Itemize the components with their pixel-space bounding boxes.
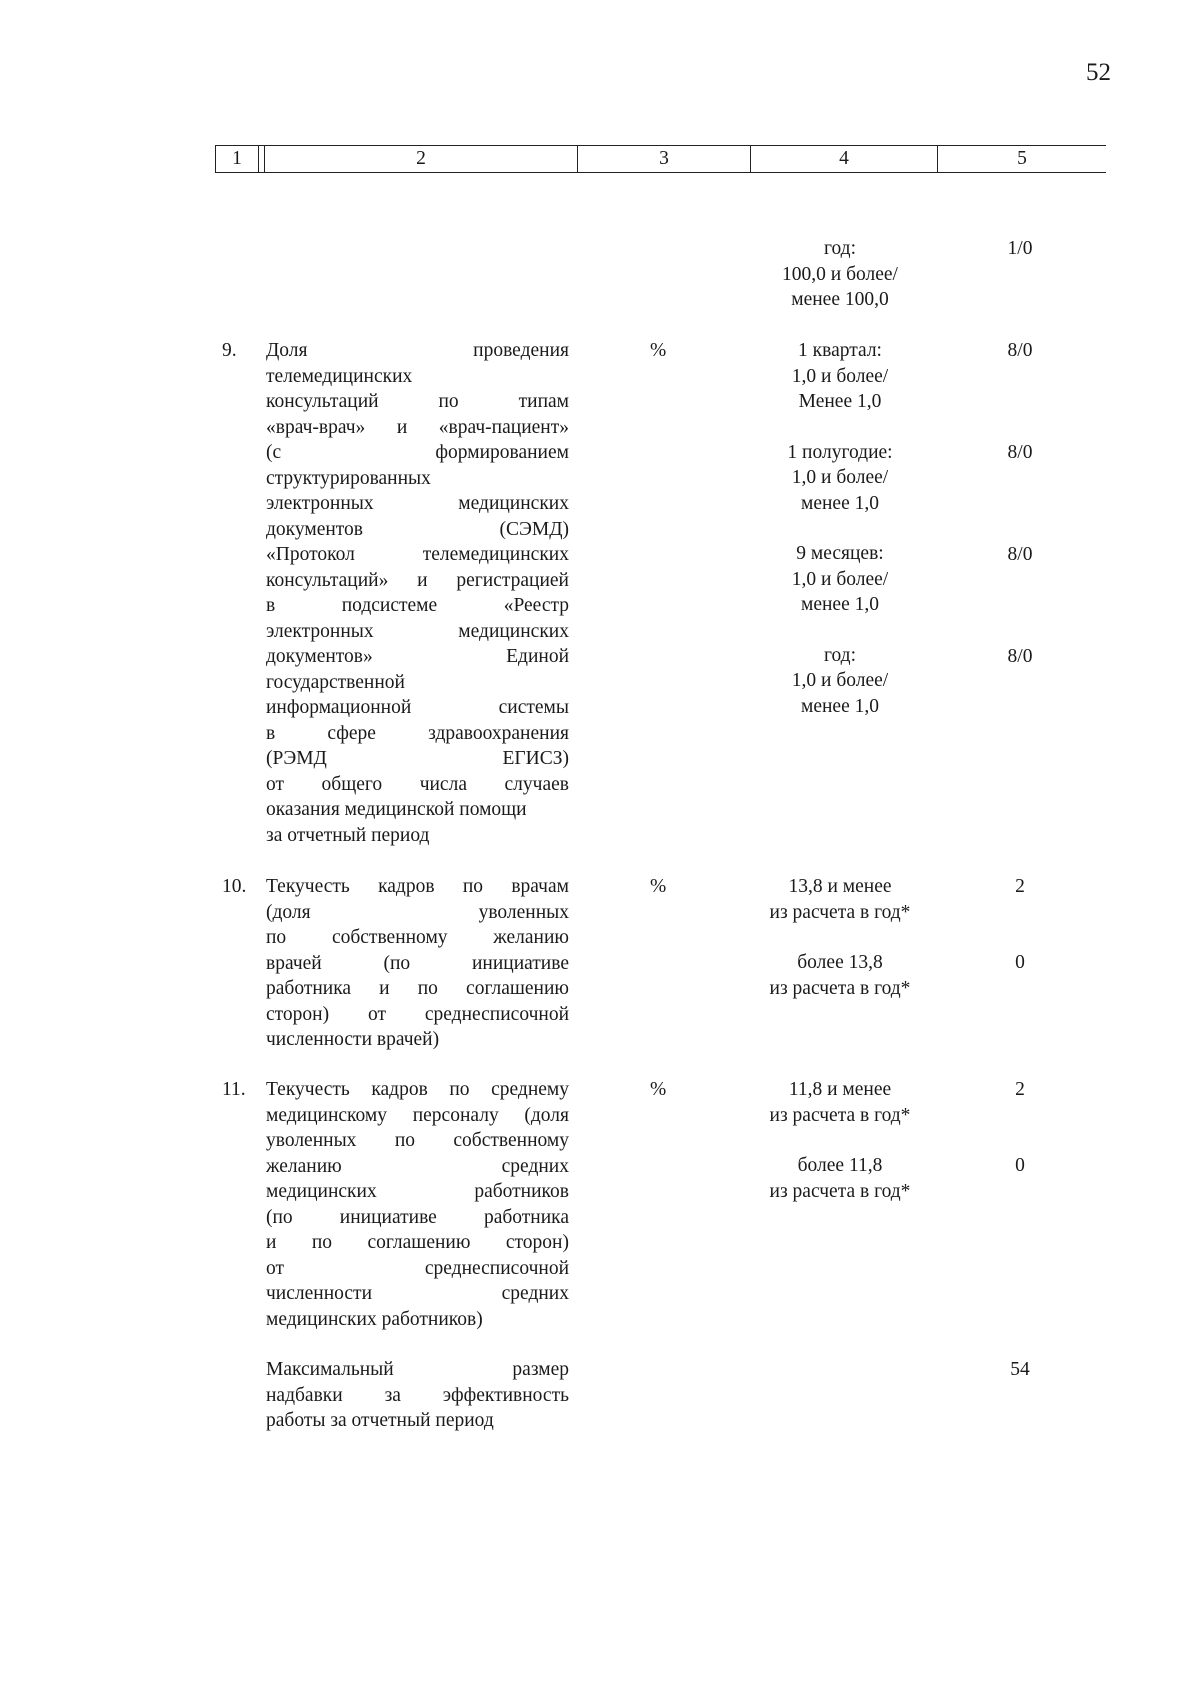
description-word: (РЭМД	[266, 748, 327, 769]
description-word: по	[266, 927, 287, 948]
criteria-line: более 13,8	[797, 952, 883, 973]
description-word: и	[396, 416, 408, 438]
description-line	[266, 491, 569, 517]
description-line	[266, 746, 569, 772]
points-value: 8/0	[1007, 646, 1033, 667]
description-word: информационной	[266, 697, 412, 718]
criteria-block	[740, 440, 940, 517]
row-number: 11.	[222, 1079, 246, 1100]
description-line	[266, 1357, 569, 1383]
unit-cell: %	[650, 1079, 667, 1100]
description-word: врачам	[511, 876, 569, 897]
criteria-line: 1 полугодие:	[787, 441, 893, 463]
description-line	[266, 1002, 569, 1028]
description-word: по	[438, 391, 459, 412]
row-number: 9.	[222, 340, 237, 361]
description-word: (доля	[266, 901, 311, 923]
description-word: и	[417, 569, 428, 591]
description-word: случаев	[504, 773, 569, 795]
description-word: медицинских	[266, 1181, 377, 1202]
criteria-line: менее 100,0	[791, 289, 889, 310]
description-word: медицинских	[458, 620, 569, 642]
description-word: медицинскому	[266, 1104, 388, 1126]
description-word: кадров	[378, 876, 435, 897]
description-line	[266, 1281, 569, 1307]
description-word: инициативе	[471, 952, 569, 974]
description-word: инициативе	[339, 1206, 437, 1228]
description-line	[266, 951, 569, 977]
description-line	[266, 1128, 569, 1154]
description-word: от	[266, 1257, 285, 1279]
description-word: документов	[266, 518, 364, 540]
description-word: регистрацией	[456, 569, 569, 591]
unit-cell: %	[650, 340, 667, 361]
description-word: сфере	[327, 722, 376, 744]
description-line	[266, 1256, 569, 1282]
description-line	[266, 542, 569, 568]
description-word: численности	[266, 1283, 373, 1304]
description-word: собственному	[453, 1130, 569, 1151]
criteria-line: год:	[823, 238, 857, 259]
column-header-4: 4	[750, 146, 937, 172]
criteria-block	[740, 541, 940, 618]
page-number: 52	[1086, 59, 1111, 86]
criteria-block	[740, 338, 940, 415]
criteria-block	[740, 1077, 940, 1128]
description-line	[266, 568, 569, 594]
description-word: числа	[419, 773, 467, 795]
description-word: работников	[474, 1181, 569, 1202]
description-line	[266, 925, 569, 951]
description-word: телемедицинских	[422, 544, 569, 565]
criteria-cell	[740, 338, 940, 719]
criteria-block	[740, 950, 940, 1001]
criteria-line: 1 квартал:	[798, 340, 882, 361]
description-word: подсистеме	[341, 595, 438, 616]
description-word: документов»	[266, 646, 373, 667]
column-header-5: 5	[937, 146, 1106, 172]
description-word: общего	[321, 773, 383, 795]
indicator-description	[266, 338, 569, 848]
description-word: уволенных	[266, 1130, 357, 1151]
description-line	[266, 593, 569, 619]
description-word: в	[266, 722, 276, 744]
criteria-line: год:	[823, 644, 857, 666]
points-value: 2	[1015, 1079, 1025, 1100]
description-word: системы	[498, 697, 569, 718]
description-word: среднему	[491, 1079, 569, 1100]
description-line	[266, 338, 569, 364]
description-word: типам	[518, 391, 569, 412]
description-word: Единой	[506, 646, 569, 667]
points-value: 8/0	[1007, 544, 1033, 565]
description-word: за	[384, 1384, 401, 1406]
description-word: «врач-врач»	[266, 416, 366, 438]
points-value: 0	[1015, 1155, 1025, 1176]
description-word: персоналу	[412, 1104, 499, 1126]
description-line	[266, 1077, 569, 1103]
description-line	[266, 1154, 569, 1180]
criteria-cell	[740, 236, 940, 313]
description-word: Максимальный	[266, 1359, 394, 1380]
criteria-line: более 11,8	[797, 1155, 883, 1176]
description-word: врачей	[266, 952, 322, 974]
description-word: формированием	[435, 442, 569, 463]
criteria-line: из расчета в год*	[769, 1104, 911, 1126]
description-line: численности врачей)	[266, 1029, 440, 1050]
description-line	[266, 695, 569, 721]
description-word: и	[379, 978, 390, 999]
description-word: электронных	[266, 493, 374, 514]
description-line	[266, 644, 569, 670]
criteria-line: из расчета в год*	[769, 977, 911, 999]
description-word: консультаций	[266, 391, 379, 412]
description-word: ЕГИСЗ)	[502, 748, 569, 769]
points-value: 1/0	[1007, 238, 1033, 259]
criteria-line: из расчета в год*	[769, 1180, 911, 1202]
criteria-cell	[740, 874, 940, 1026]
column-header-3: 3	[577, 146, 750, 172]
description-line	[266, 1230, 569, 1256]
description-word: размер	[512, 1359, 569, 1380]
points-value: 0	[1015, 952, 1025, 973]
description-line: структурированных	[266, 467, 431, 489]
description-line	[266, 415, 569, 441]
description-line	[266, 1179, 569, 1205]
description-word: «врач-пациент»	[438, 416, 569, 438]
criteria-line: менее 1,0	[801, 492, 879, 514]
description-line	[266, 721, 569, 747]
description-line	[266, 517, 569, 543]
criteria-line: менее 1,0	[801, 594, 879, 615]
description-word: собственному	[331, 927, 448, 948]
description-word: сторон)	[505, 1232, 569, 1253]
description-word: работника	[266, 978, 352, 999]
description-word: по	[417, 978, 438, 999]
column-header-1: 1	[215, 146, 259, 172]
criteria-line: 1,0 и более/	[791, 467, 889, 488]
description-line: медицинских работников)	[266, 1308, 483, 1330]
description-line	[266, 900, 569, 926]
description-word: проведения	[473, 340, 569, 361]
description-word: медицинских	[458, 493, 569, 514]
description-word: эффективность	[442, 1384, 569, 1406]
points-value: 54	[1010, 1359, 1030, 1380]
description-word: здравоохранения	[428, 722, 569, 744]
description-word: средних	[501, 1283, 569, 1304]
description-line	[266, 976, 569, 1002]
description-word: Текучесть	[266, 876, 350, 897]
criteria-line: 1,0 и более/	[791, 568, 889, 590]
description-word: соглашению	[466, 978, 569, 999]
points-value: 8/0	[1007, 442, 1033, 463]
description-word: среднесписочной	[424, 1003, 569, 1025]
description-line	[266, 440, 569, 466]
indicator-description	[266, 1357, 569, 1434]
description-word: по	[311, 1232, 333, 1253]
description-word: по	[462, 876, 484, 897]
criteria-line: 100,0 и более/	[782, 263, 898, 285]
column-header-2: 2	[264, 146, 577, 172]
criteria-line: из расчета в год*	[769, 901, 911, 923]
description-line	[266, 1103, 569, 1129]
column-header-row	[215, 145, 1106, 173]
description-word: сторон)	[266, 1003, 330, 1025]
description-word: (по	[383, 952, 411, 974]
description-word: среднесписочной	[424, 1257, 569, 1279]
criteria-line: 1,0 и более/	[791, 670, 889, 691]
description-line	[266, 619, 569, 645]
description-word: в	[266, 595, 276, 616]
description-word: желанию	[493, 927, 569, 948]
description-line: оказания медицинской помощи	[266, 799, 527, 820]
description-word: «Реестр	[503, 595, 569, 616]
description-word: Доля	[266, 340, 308, 361]
description-line	[266, 1205, 569, 1231]
description-line	[266, 389, 569, 415]
criteria-line: 9 месяцев:	[796, 543, 884, 564]
description-word: (с	[266, 442, 282, 463]
criteria-line: 13,8 и менее	[788, 876, 892, 897]
description-word: надбавки	[266, 1384, 343, 1406]
points-value: 8/0	[1007, 340, 1033, 361]
description-word: (доля	[524, 1104, 569, 1126]
criteria-line: менее 1,0	[801, 695, 879, 717]
points-value: 2	[1015, 876, 1025, 897]
indicator-description	[266, 874, 569, 1053]
description-line	[266, 772, 569, 798]
description-word: уволенных	[478, 901, 569, 923]
description-word: от	[266, 773, 285, 795]
description-word: (СЭМД)	[499, 518, 569, 540]
description-word: средних	[501, 1155, 569, 1177]
description-word: по	[449, 1079, 470, 1100]
description-word: по	[394, 1130, 416, 1151]
description-line: государственной	[266, 671, 405, 693]
unit-cell: %	[650, 876, 667, 897]
description-word: кадров	[371, 1079, 428, 1100]
description-word: соглашению	[367, 1232, 471, 1253]
description-word: работника	[483, 1206, 569, 1228]
description-line	[266, 874, 569, 900]
criteria-line: Менее 1,0	[798, 391, 882, 412]
description-line: работы за отчетный период	[266, 1410, 494, 1431]
description-word: консультаций»	[266, 569, 389, 591]
description-word: «Протокол	[266, 544, 355, 565]
criteria-block	[740, 1153, 940, 1204]
description-line: телемедицинских	[266, 365, 413, 387]
criteria-block	[740, 643, 940, 720]
criteria-block	[740, 874, 940, 925]
description-word: Текучесть	[266, 1079, 350, 1100]
criteria-cell	[740, 1077, 940, 1229]
criteria-line: 1,0 и более/	[791, 365, 889, 387]
description-word: от	[367, 1003, 386, 1025]
row-number: 10.	[222, 876, 247, 897]
description-word: электронных	[266, 620, 374, 642]
indicator-description	[266, 1077, 569, 1332]
description-word: и	[266, 1232, 277, 1253]
description-line: за отчетный период	[266, 824, 430, 846]
description-line	[266, 1383, 569, 1409]
description-word: желанию	[266, 1155, 342, 1177]
criteria-line: 11,8 и менее	[788, 1079, 892, 1100]
description-word: (по	[266, 1206, 293, 1228]
